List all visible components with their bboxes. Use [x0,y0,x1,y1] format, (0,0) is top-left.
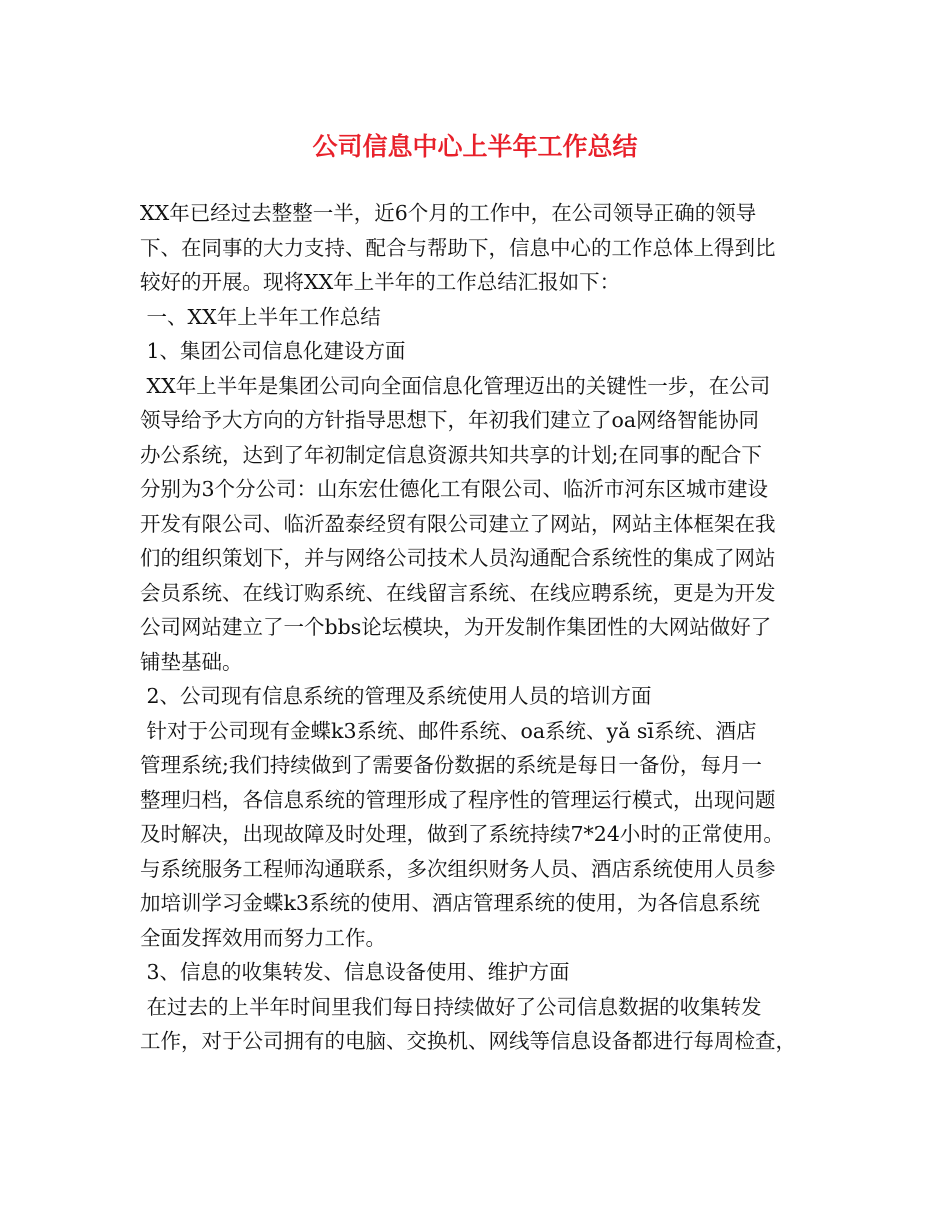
body-text-line: 与系统服务工程师沟通联系，多次组织财务人员、酒店系统使用人员参 [140,856,776,881]
body-text-line: 办公系统，达到了年初制定信息资源共知共享的计划;在同事的配合下 [140,442,762,467]
body-text-line: 领导给予大方向的方针指导思想下，年初我们建立了oa网络智能协同 [140,408,760,432]
body-text-line: 会员系统、在线订购系统、在线留言系统、在线应聘系统，更是为开发 [140,580,776,605]
body-text-line: 管理系统;我们持续做到了需要备份数据的系统是每日一备份，每月一 [140,753,762,777]
body-text-line: XX年上半年是集团公司向全面信息化管理迈出的关键性一步，在公司 [140,373,771,398]
body-text-line: 们的组织策划下，并与网络公司技术人员沟通配合系统性的集成了网站 [140,546,776,570]
body-text-line: 铺垫基础。 [140,649,243,674]
body-text-line: 针对于公司现有金蝶k3系统、邮件系统、oa系统、yǎ sī系统、酒店 [140,718,757,743]
body-text-line: 整理归档，各信息系统的管理形成了程序性的管理运行模式，出现问题 [140,787,776,812]
body-text-line: 加培训学习金蝶k3系统的使用、酒店管理系统的使用，为各信息系统 [140,891,760,915]
body-text-line: 1、集团公司信息化建设方面 [140,339,406,363]
body-text-line: 3、信息的收集转发、信息设备使用、维护方面 [140,960,570,984]
body-text-line: 工作，对于公司拥有的电脑、交换机、网线等信息设备都进行每周检查， [140,1029,796,1053]
body-text-line: 全面发挥效用而努力工作。 [140,925,386,950]
body-text-line: 及时解决，出现故障及时处理，做到了系统持续7*24小时的正常使用。 [140,822,784,846]
body-text-line: 公司网站建立了一个bbs论坛模块，为开发制作集团性的大网站做好了 [140,615,772,639]
body-text-line: XX年已经过去整整一半，近6个月的工作中，在公司领导正确的领导 [140,201,757,225]
document-title: 公司信息中心上半年工作总结 [312,132,638,161]
body-text-line: 一、XX年上半年工作总结 [140,304,381,329]
body-text-line: 2、公司现有信息系统的管理及系统使用人员的培训方面 [140,684,652,708]
body-text-line: 开发有限公司、临沂盈泰经贸有限公司建立了网站，网站主体框架在我 [140,511,776,536]
body-text-line: 在过去的上半年时间里我们每日持续做好了公司信息数据的收集转发 [140,994,762,1019]
body-text-line: 下、在同事的大力支持、配合与帮助下，信息中心的工作总体上得到比 [140,235,776,260]
body-text-line: 较好的开展。现将XX年上半年的工作总结汇报如下： [140,270,621,294]
body-text-line: 分别为3个分公司：山东宏仕德化工有限公司、临沂市河东区城市建设 [140,477,769,501]
